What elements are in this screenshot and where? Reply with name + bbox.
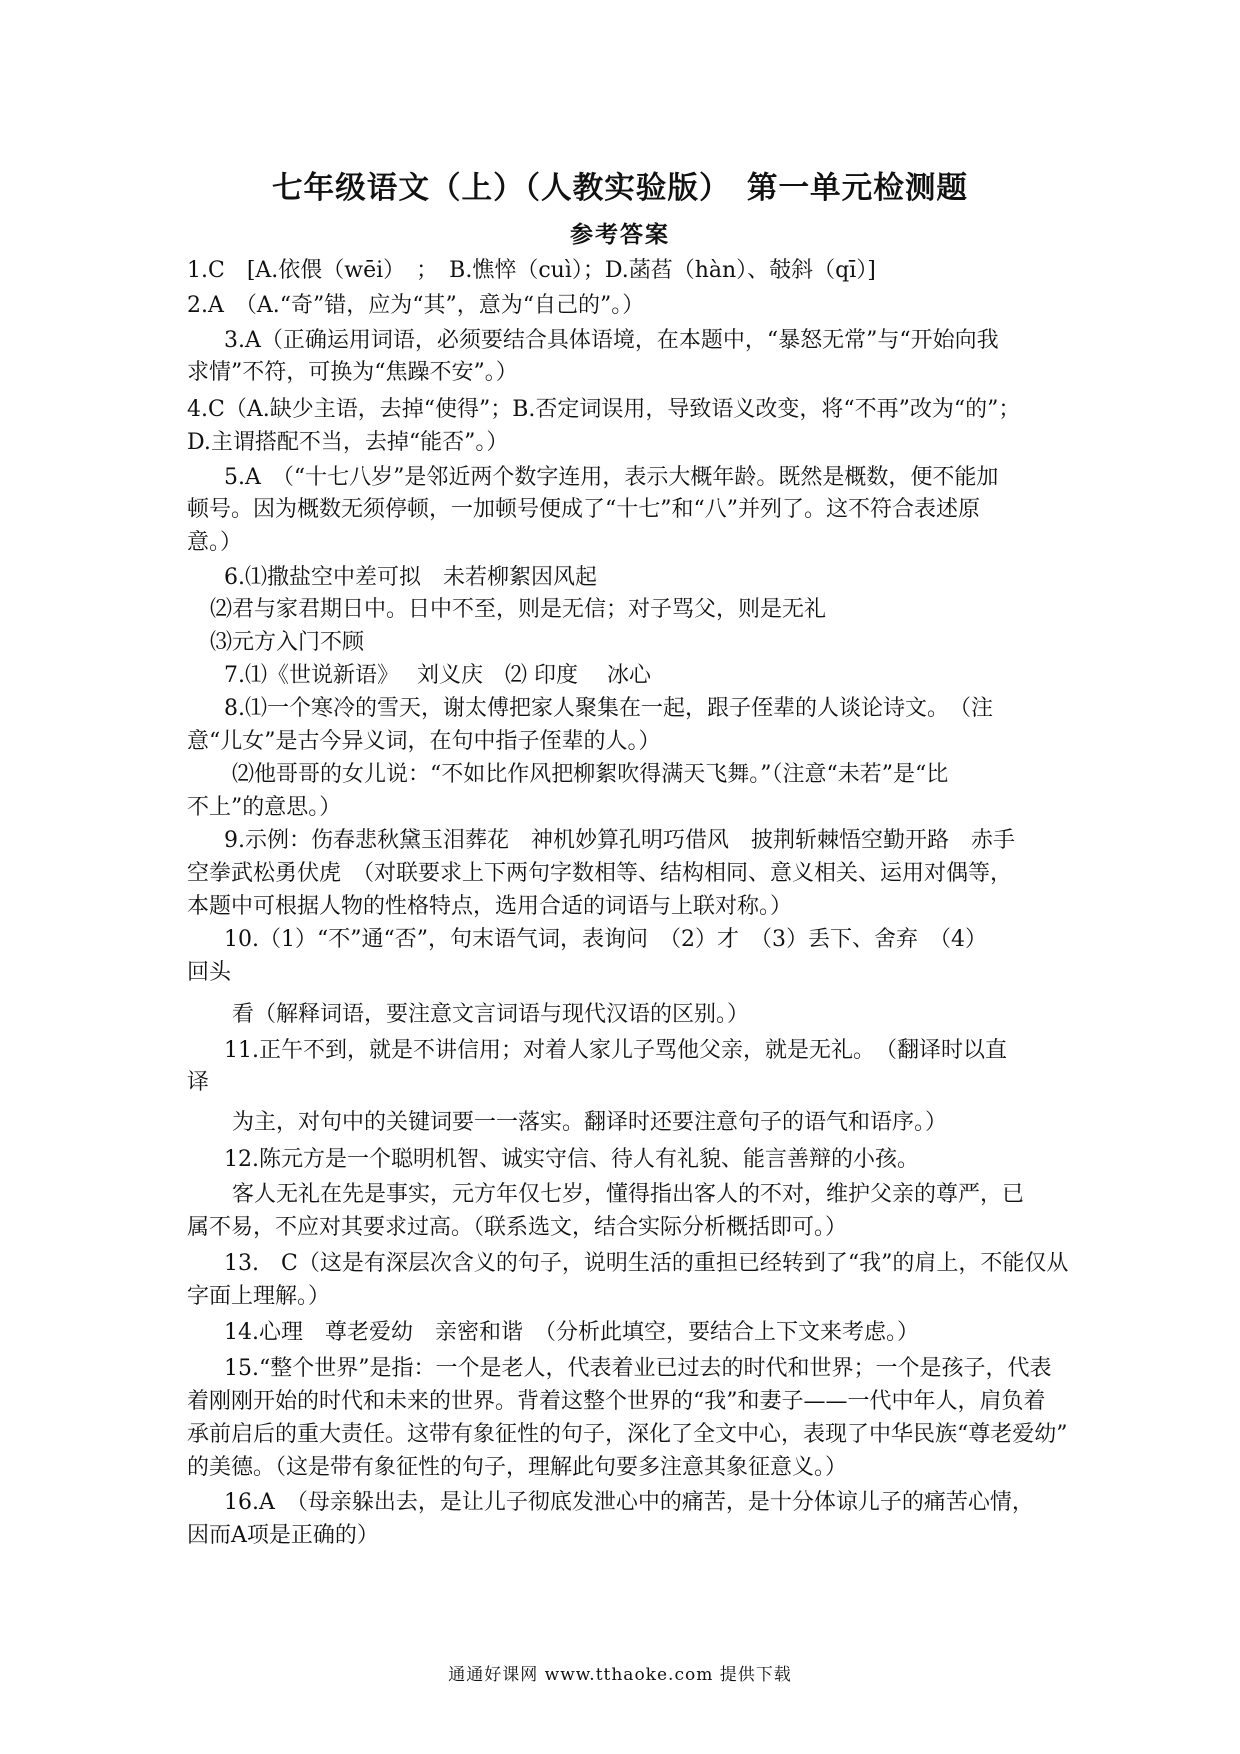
answer-line: 为主，对句中的关键词要一一落实。翻译时还要注意句子的语气和语序。）	[232, 1110, 948, 1135]
answer-line: 译	[187, 1070, 210, 1095]
answer-line: 16.A （母亲躲出去，是让儿子彻底发泄心中的痛苦，是十分体谅儿子的痛苦心情，	[224, 1490, 1034, 1515]
answer-line: 1.C [A.依偎（wēi） ； B.憔悴（cuì）；D.菡萏（hàn）、攲斜（qī）]	[187, 258, 876, 283]
answer-line: 3.A（正确运用词语，必须要结合具体语境，在本题中，“暴怒无常”与“开始向我	[224, 328, 999, 353]
document-subtitle: 参考答案	[570, 221, 670, 248]
answer-line: 8.⑴一个寒冷的雪天，谢太傅把家人聚集在一起，跟子侄辈的人谈论诗文。 （注	[224, 696, 993, 721]
answer-line: 意。）	[187, 530, 243, 555]
answer-line: 意“儿女”是古今异义词，在句中指子侄辈的人。）	[187, 729, 661, 754]
answer-line: ⑶元方入门不顾	[210, 630, 365, 655]
answer-line: 空拳武松勇伏虎 （对联要求上下两句字数相等、结构相同、意义相关、运用对偶等，	[187, 861, 1013, 886]
answer-line: 回头	[187, 960, 232, 985]
answer-line: 10.（1）“不”通“否”，句末语气词，表询问 （2）才 （3）丢下、舍弃 （4）	[224, 927, 987, 952]
answer-line: 客人无礼在先是事实，元方年仅七岁，懂得指出客人的不对，维护父亲的尊严，已	[232, 1182, 1025, 1207]
answer-line: 9.示例：伤春悲秋黛玉泪葬花 神机妙算孔明巧借风 披荆斩棘悟空勤开路 赤手	[224, 828, 1015, 853]
answer-line: 的美德。（这是带有象征性的句子，理解此句要多注意其象征意义。）	[187, 1455, 848, 1480]
answer-line: 5.A （“十七八岁”是邻近两个数字连用，表示大概年龄。既然是概数，便不能加	[224, 465, 999, 490]
answer-line: 属不易，不应对其要求过高。（联系选文，结合实际分析概括即可。）	[187, 1215, 848, 1240]
answer-line: 看（解释词语，要注意文言词语与现代汉语的区别。）	[232, 1002, 750, 1027]
answer-line: 15.“整个世界”是指：一个是老人，代表着业已过去的时代和世界；一个是孩子，代表	[224, 1356, 1052, 1381]
answer-line: 11.正午不到，就是不讲信用；对着人家儿子骂他父亲，就是无礼。 （翻译时以直	[224, 1038, 1007, 1063]
answer-line: 6.⑴撒盐空中差可拟 未若柳絮因风起	[224, 565, 597, 590]
answer-line: 13. C（这是有深层次含义的句子，说明生活的重担已经转到了“我”的肩上，不能仅从	[224, 1251, 1069, 1276]
answer-line: 承前启后的重大责任。这带有象征性的句子，深化了全文中心，表现了中华民族“尊老爱幼”	[187, 1422, 1068, 1447]
answer-line: 14.心理 尊老爱幼 亲密和谐 （分析此填空，要结合上下文来考虑。）	[224, 1320, 919, 1345]
answer-line: 字面上理解。）	[187, 1284, 331, 1309]
answer-line: 不上”的意思。）	[187, 795, 342, 820]
answer-line: 顿号。因为概数无须停顿，一加顿号便成了“十七”和“八”并列了。这不符合表述原	[187, 497, 980, 522]
answer-line: 2.A （A.“奇”错，应为“其”，意为“自己的”。）	[187, 293, 645, 318]
answer-line: 求情”不符，可换为“焦躁不安”。）	[187, 360, 518, 385]
page-footer: 通通好课网 www.tthaoke.com 提供下载	[448, 1665, 792, 1685]
answer-line: D.主谓搭配不当，去掉“能否”。）	[187, 430, 509, 455]
answer-line: 4.C（A.缺少主语，去掉“使得”；B.否定词误用，导致语义改变，将“不再”改为“的”；	[187, 397, 1021, 422]
answer-line: 着刚刚开始的时代和未来的世界。背着这整个世界的“我”和妻子——一代中年人，肩负着	[187, 1389, 1046, 1414]
document-title: 七年级语文（上）（人教实验版） 第一单元检测题	[271, 170, 969, 206]
answer-line: ⑵君与家君期日中。日中不至，则是无信；对子骂父，则是无礼	[210, 597, 827, 622]
answer-line: 12.陈元方是一个聪明机智、诚实守信、待人有礼貌、能言善辩的小孩。	[224, 1147, 919, 1172]
answer-line: 7.⑴《世说新语》 刘义庆 ⑵ 印度 冰心	[224, 663, 651, 688]
answer-line: 本题中可根据人物的性格特点，选用合适的词语与上联对称。）	[187, 894, 793, 919]
answer-line: 因而A项是正确的）	[187, 1523, 379, 1548]
answer-line: ⑵他哥哥的女儿说：“不如比作风把柳絮吹得满天飞舞。”（注意“未若”是“比	[232, 762, 949, 787]
